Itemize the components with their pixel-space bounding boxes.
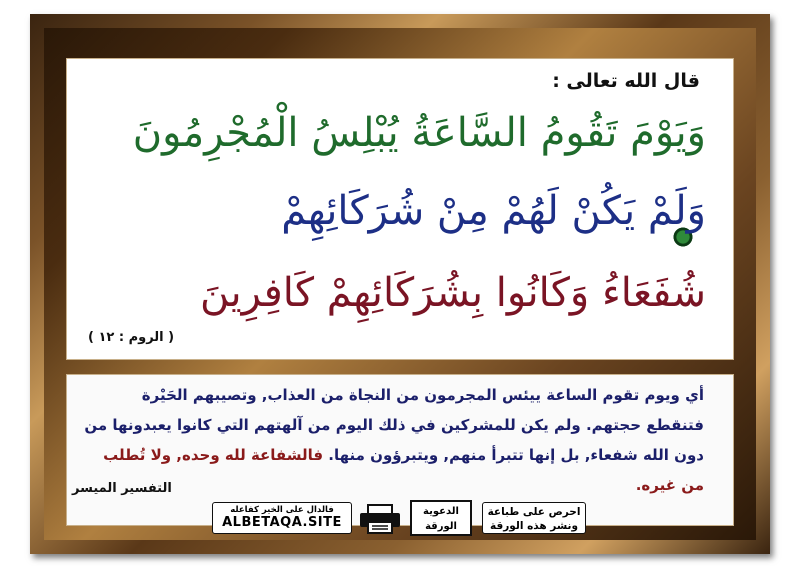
site-badge bbox=[212, 502, 352, 534]
tafsir-main: أي ويوم تقوم الساعة ييئس المجرمون من النجاة من العذاب, وتصيبهم الحَيْرة فتنقطع حجتهم. ولم يكن للمشركين في ذلك اليوم من آلهتهم التي كانوا يعبدونها من دون الله شفعاء, بل إنها تتبرأ منهم, ويتبرؤون منها. bbox=[84, 386, 704, 464]
printer-icon bbox=[358, 504, 402, 534]
intro-heading: قال الله تعالى : bbox=[552, 70, 700, 92]
verse-line-2: وَلَمْ يَكُنْ لَهُمْ مِنْ شُرَكَائِهِمْ bbox=[281, 188, 706, 234]
albetaqa-logo: الدعوية الورقة bbox=[410, 500, 472, 536]
tafsir-source: التفسير الميسر bbox=[72, 481, 172, 496]
verse-line-1: وَيَوْمَ تَقُومُ السَّاعَةُ يُبْلِسُ الْمُجْرِمُونَ bbox=[132, 110, 706, 156]
print-reminder-badge: احرص على طباعة ونشر هذه الورقة bbox=[482, 502, 586, 534]
verse-line-3: شُفَعَاءُ وَكَانُوا بِشُرَكَائِهِمْ كَافِرِينَ bbox=[200, 270, 706, 316]
verse-reference: ( الروم : ١٢ ) bbox=[88, 330, 175, 345]
tafsir-text bbox=[84, 380, 704, 500]
tafsir-highlight: فالشفاعة لله وحده, ولا تُطلب من غيره. bbox=[103, 446, 704, 494]
site-url: ALBETAQA.SITE bbox=[222, 515, 342, 530]
proverb-text: فالدال على الخير كفاعله bbox=[230, 505, 334, 515]
